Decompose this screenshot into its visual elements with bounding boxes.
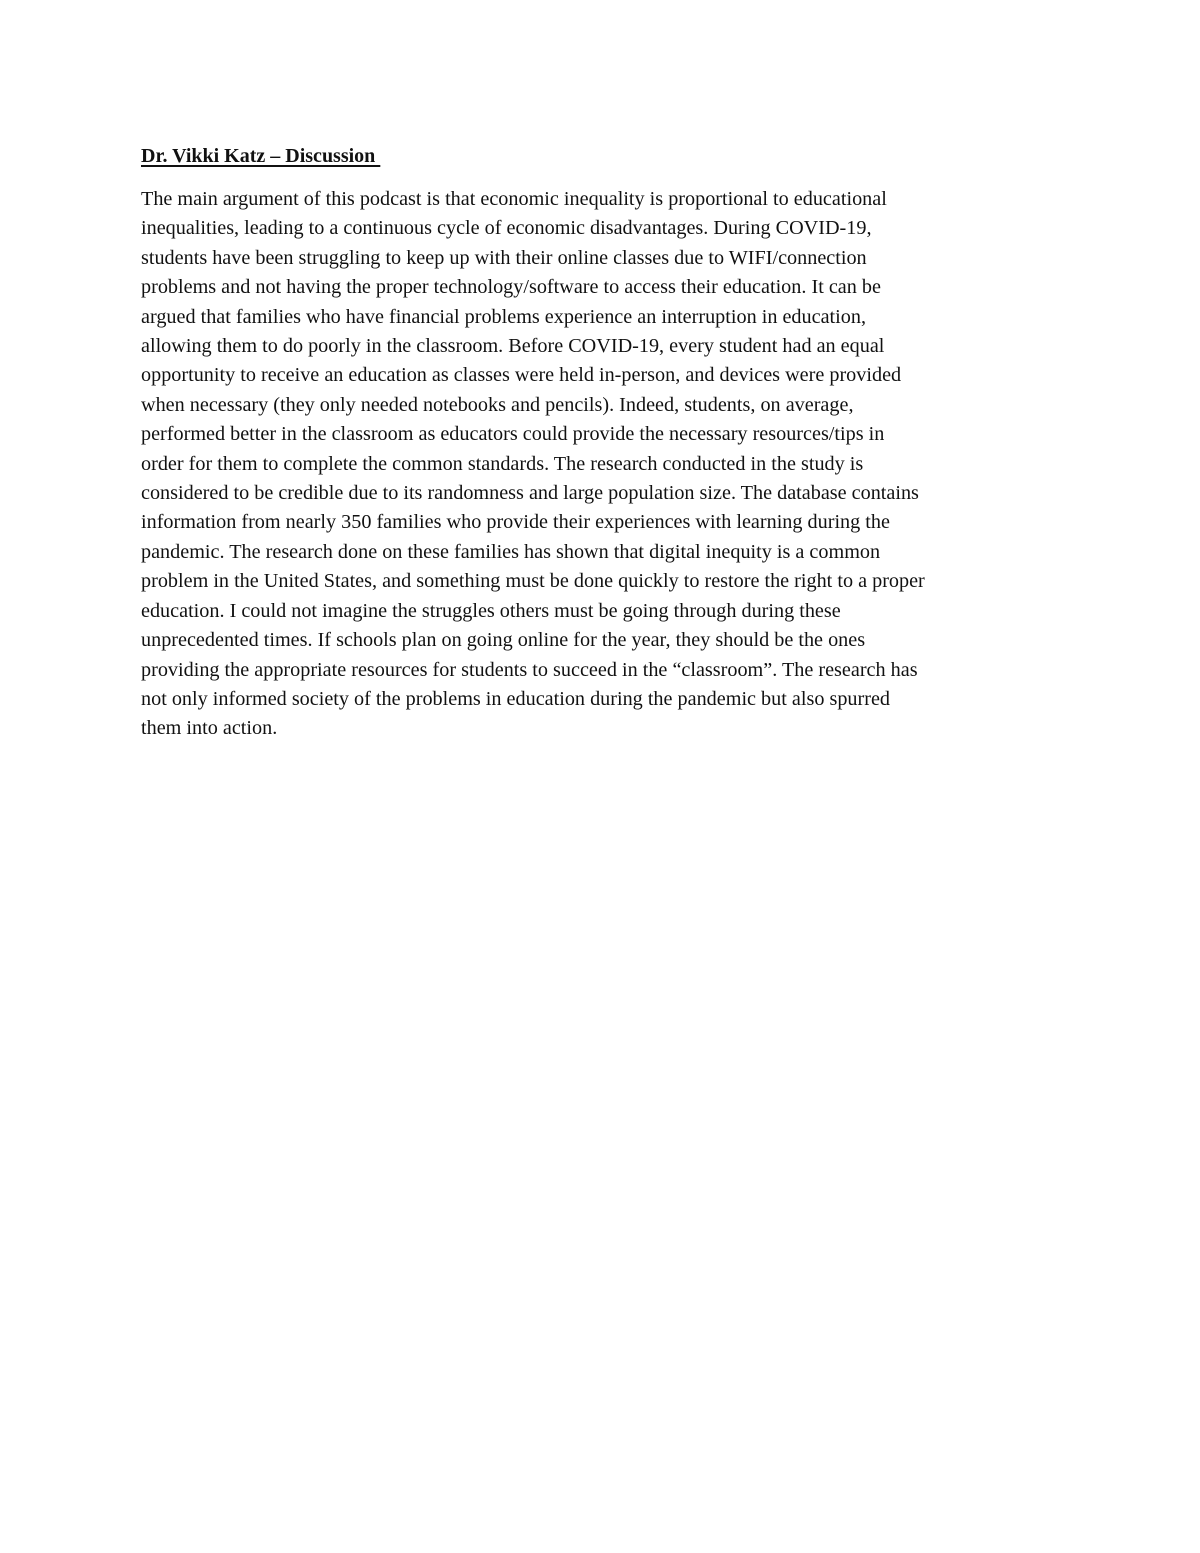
body-line: considered to be credible due to its randomness and large population size. The database contains: [141, 482, 919, 505]
document-content: [141, 142, 1066, 744]
body-line: students have been struggling to keep up with their online classes due to WIFI/connection: [141, 246, 867, 269]
body-line: problems and not having the proper technology/software to access their education. It can be: [141, 276, 881, 299]
body-line: providing the appropriate resources for students to succeed in the “classroom”. The research has: [141, 658, 918, 681]
body-line: argued that families who have financial problems experience an interruption in education,: [141, 305, 866, 328]
body-line: problem in the United States, and something must be done quickly to restore the right to a proper: [141, 570, 925, 593]
body-line: order for them to complete the common standards. The research conducted in the study is: [141, 452, 864, 475]
body-line: information from nearly 350 families who provide their experiences with learning during the: [141, 511, 890, 534]
body-line: pandemic. The research done on these families has shown that digital inequity is a common: [141, 540, 881, 563]
document-body: [141, 185, 1066, 744]
body-line: unprecedented times. If schools plan on going online for the year, they should be the ones: [141, 629, 866, 652]
document-title: Dr. Vikki Katz – Discussion: [141, 145, 381, 167]
body-line: performed better in the classroom as educators could provide the necessary resources/tips in: [141, 423, 885, 446]
body-line: The main argument of this podcast is that economic inequality is proportional to educational: [141, 188, 887, 210]
body-line: education. I could not imagine the struggles others must be going through during these: [141, 599, 841, 622]
body-line: inequalities, leading to a continuous cycle of economic disadvantages. During COVID-19,: [141, 217, 872, 240]
body-line: when necessary (they only needed notebooks and pencils). Indeed, students, on average,: [141, 393, 854, 416]
body-line: opportunity to receive an education as classes were held in-person, and devices were provided: [141, 364, 902, 387]
body-line: not only informed society of the problems in education during the pandemic but also spurred: [141, 687, 891, 710]
body-line: allowing them to do poorly in the classroom. Before COVID-19, every student had an equal: [141, 335, 885, 358]
body-line: them into action.: [141, 717, 278, 740]
